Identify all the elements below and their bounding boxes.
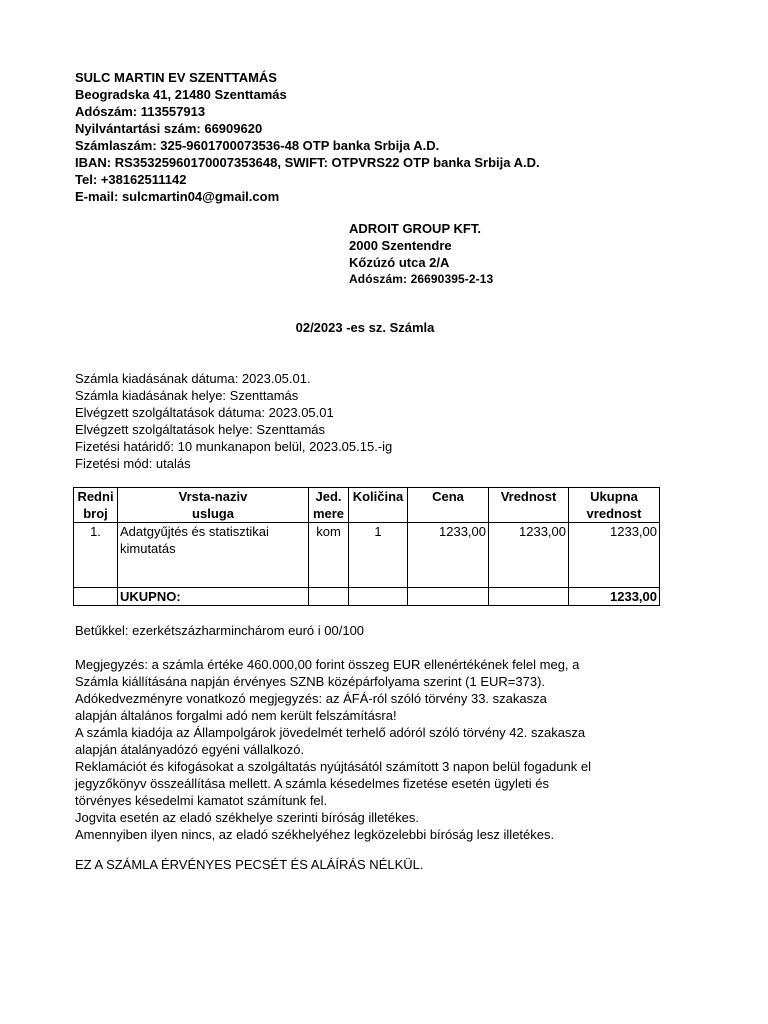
note-line: törvényes késedelmi kamatot számítunk fel. <box>75 793 328 808</box>
total-empty-no <box>74 588 118 606</box>
validity-statement: EZ A SZÁMLA ÉRVÉNYES PECSÉT ÉS ALÁÍRÁS NÉLKÜL. <box>75 857 424 872</box>
seller-email: E-mail: sulcmartin04@gmail.com <box>75 189 280 204</box>
total-empty-price <box>408 588 489 606</box>
total-empty-unit <box>309 588 349 606</box>
total-empty-value <box>489 588 569 606</box>
header-price: Cena <box>408 488 489 523</box>
detail-service-place: Elvégzett szolgáltatások helye: Szenttamás <box>75 422 326 437</box>
note-line: Jogvita esetén az eladó székhelye szerinti bíróság illetékes. <box>75 810 419 825</box>
total-value: 1233,00 <box>569 588 660 606</box>
note-line: A számla kiadója az Állampolgárok jövedelmét terhelő adóról szóló törvény 42. szakasza <box>75 725 586 740</box>
buyer-street: Kőzúzó utca 2/A <box>349 255 450 270</box>
invoice-title: 02/2023 -es sz. Számla <box>295 320 435 335</box>
buyer-block <box>349 220 493 288</box>
seller-block <box>75 69 540 205</box>
header-total: Ukupna vrednost <box>569 488 660 523</box>
note-line: jegyzőkönyv összeállítása mellett. A számla késedelmes fizetése esetén ügyleti és <box>75 776 550 791</box>
cell-total: 1233,00 <box>569 523 660 588</box>
note-line: alapján átalányadózó egyéni vállalkozó. <box>75 742 305 757</box>
header-value: Vrednost <box>489 488 569 523</box>
total-empty-qty <box>349 588 408 606</box>
seller-registration: Nyilvántartási szám: 66909620 <box>75 121 263 136</box>
buyer-city: 2000 Szentendre <box>349 238 452 253</box>
amount-in-words: Betűkkel: ezerkétszázharminchárom euró i 00/100 <box>75 623 365 638</box>
note-line: Számla kiállításána napján érvényes SZNB középárfolyama szerint (1 EUR=373). <box>75 674 546 689</box>
note-line: Adókedvezményre vonatkozó megjegyzés: az ÁFÁ-ról szóló törvény 33. szakasza <box>75 691 547 706</box>
buyer-tax-id: Adószám: 26690395-2-13 <box>349 272 494 286</box>
table-row <box>74 523 660 588</box>
note-line: Amennyiben ilyen nincs, az eladó székhelyéhez legközelebbi bíróság lesz illetékes. <box>75 827 555 842</box>
cell-name: Adatgyűjtés és statisztikai kimutatás <box>118 523 309 588</box>
seller-address: Beogradska 41, 21480 Szenttamás <box>75 87 287 102</box>
cell-unit: kom <box>309 523 349 588</box>
seller-tax-id: Adószám: 113557913 <box>75 104 206 119</box>
detail-issue-place: Számla kiadásának helye: Szenttamás <box>75 388 299 403</box>
items-table <box>73 487 660 606</box>
note-line: alapján általános forgalmi adó nem került felszámításra! <box>75 708 397 723</box>
cell-no: 1. <box>74 523 118 588</box>
seller-iban: IBAN: RS35325960170007353648, SWIFT: OTPVRS22 OTP banka Srbija A.D. <box>75 155 540 170</box>
seller-phone: Tel: +38162511142 <box>75 172 187 187</box>
detail-payment-method: Fizetési mód: utalás <box>75 456 191 471</box>
detail-issue-date: Számla kiadásának dátuma: 2023.05.01. <box>75 371 311 386</box>
header-unit: Jed. mere <box>309 488 349 523</box>
header-name: Vrsta-naziv usluga <box>118 488 309 523</box>
total-label: UKUPNO: <box>118 588 309 606</box>
notes-block <box>75 656 675 843</box>
note-line: Reklamációt és kifogásokat a szolgáltatás nyújtásától számított 3 napon belül fogadunk el <box>75 759 591 774</box>
cell-value: 1233,00 <box>489 523 569 588</box>
detail-payment-deadline: Fizetési határidő: 10 munkanapon belül, 2023.05.15.-ig <box>75 439 393 454</box>
seller-name: SULC MARTIN EV SZENTTAMÁS <box>75 70 277 85</box>
table-total-row <box>74 588 660 606</box>
header-no: Redni broj <box>74 488 118 523</box>
invoice-details <box>75 370 392 472</box>
note-line: Megjegyzés: a számla értéke 460.000,00 forint összeg EUR ellenértékének felel meg, a <box>75 657 580 672</box>
seller-account: Számlaszám: 325-9601700073536-48 OTP banka Srbija A.D. <box>75 138 440 153</box>
buyer-name: ADROIT GROUP KFT. <box>349 221 481 236</box>
cell-price: 1233,00 <box>408 523 489 588</box>
header-qty: Količina <box>349 488 408 523</box>
table-header-row <box>74 488 660 523</box>
detail-service-date: Elvégzett szolgáltatások dátuma: 2023.05.01 <box>75 405 334 420</box>
cell-qty: 1 <box>349 523 408 588</box>
